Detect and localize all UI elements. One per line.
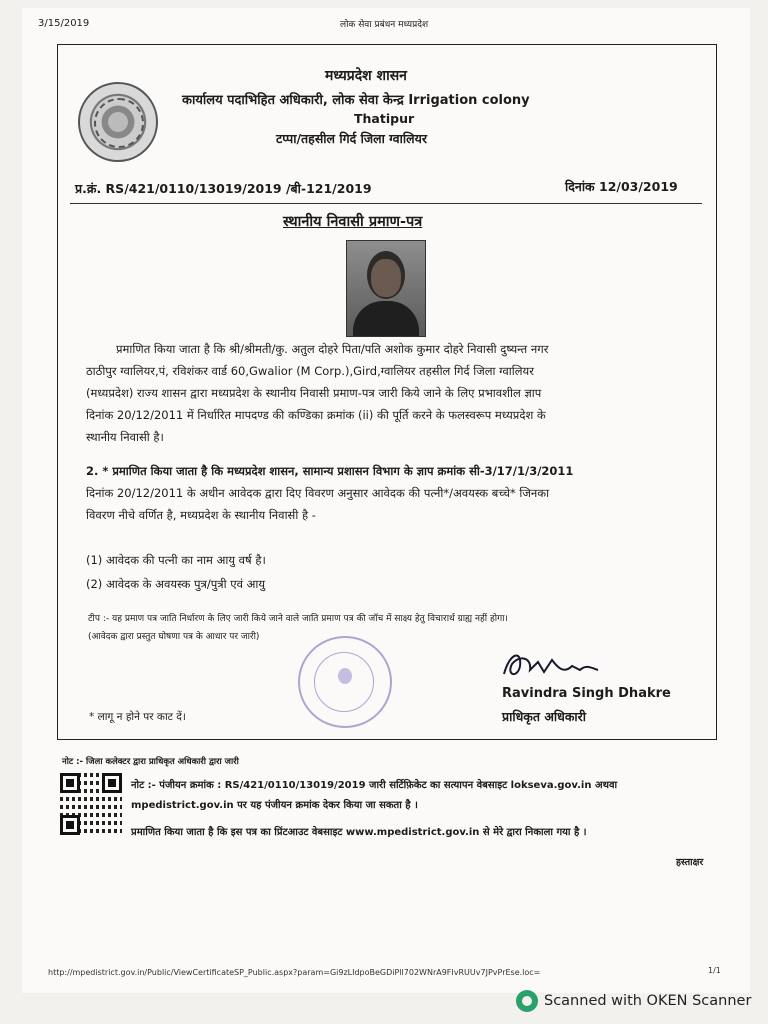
print-date: 3/15/2019	[38, 18, 90, 29]
scanner-label: Scanned with OKEN Scanner	[544, 993, 752, 1009]
signatory-name: Ravindra Singh Dhakre	[502, 686, 671, 701]
verification-note: नोट :- पंजीयन क्रमांक : RS/421/0110/13019/2019 जारी सर्टिफ़िकेट का सत्यापन वेबसाइट lokseva.gov.in अथवा mpedistrict.gov.in पर यह पंजीयन क्रमांक देकर किया जा सकता है ।	[131, 780, 618, 811]
strike-out-note: * लागू न होने पर काट दें।	[89, 711, 186, 723]
tehsil-district: टप्पा/तहसील गिर्द जिला ग्वालियर	[276, 131, 427, 146]
scanner-watermark	[516, 990, 751, 1012]
state-emblem-icon	[78, 82, 158, 162]
office-location: Thatipur	[354, 111, 415, 126]
list-item: (2) आवेदक के अवयस्क पुत्र/पुत्री एवं आयु	[86, 577, 266, 591]
scanner-logo-icon	[516, 990, 538, 1012]
certificate-note: टीप :- यह प्रमाण पत्र जाति निर्धारण के लिए जारी किये जाने वाले जाति प्रमाण पत्र की जॉच में साक्ष्य हेतु विचारार्थ ग्राह्य नहीं होगा। (आवेदक द्वारा प्रस्तुत घोषणा पत्र के आधार पर जारी)	[88, 614, 508, 642]
issue-date: दिनांक 12/03/2019	[565, 179, 678, 194]
print-header: लोक सेवा प्रबंधन मध्यप्रदेश	[340, 20, 429, 30]
certificate-title: स्थानीय निवासी प्रमाण-पत्र	[283, 214, 423, 230]
list-item: (1) आवेदक की पत्नी का नाम आयु वर्ष है।	[86, 553, 266, 567]
official-seal-icon	[298, 636, 392, 728]
applicant-photo	[346, 240, 426, 337]
reference-number: प्र.क्रं. RS/421/0110/13019/2019 /बी-121/2019	[75, 181, 372, 196]
printout-note: प्रमाणित किया जाता है कि इस पत्र का प्रिंटआउट वेबसाइट www.mpedistrict.gov.in से मेरे द्वारा निकाला गया है ।	[131, 827, 587, 838]
issued-by-note: नोट :- जिला कलेक्टर द्वारा प्राधिकृत अधिकारी द्वारा जारी	[62, 757, 239, 767]
page-url: http://mpedistrict.gov.in/Public/ViewCertificateSP_Public.aspx?param=Gi9zLIdpoBeGDiPll702WNrA9FIvRUUv7JPvPrEse.loc=	[48, 968, 541, 977]
signature-icon	[498, 648, 608, 682]
certification-paragraph-1: प्रमाणित किया जाता है कि श्री/श्रीमती/कु. अतुल दोहरे पिता/पति अशोक कुमार दोहरे निवासी दुष्यन्त नगर ठाठीपुर ग्वालियर,पं, रविशंकर वार्ड 60,Gwalior (M Corp.),Gird,ग्वालियर तहसील गिर्द जिला ग्वालियर (मध्यप्रदेश) राज्य शासन द्वारा मध्यप्रदेश के स्थानीय निवासी प्रमाण-पत्र जारी किये जाने के लिए प्रभावशील ज्ञाप दिनांक 20/12/2011 में निर्धारित मापदण्ड की कण्डिका क्रमांक (ii) की पूर्ति करने के फलस्वरूप मध्यप्रदेश के स्थानीय निवासी है।	[86, 342, 549, 444]
signatory-title: प्राधिकृत अधिकारी	[502, 709, 587, 724]
certification-paragraph-2: 2. * प्रमाणित किया जाता है कि मध्यप्रदेश शासन, सामान्य प्रशासन विभाग के ज्ञाप क्रमांक सी-3/17/1/3/2011 दिनांक 20/12/2011 के अधीन आवेदक द्वारा दिए विवरण अनुसार आवेदक की पत्नी*/अवयस्क बच्चे* जिनका विवरण नीचे वर्णित है, मध्यप्रदेश के स्थानीय निवासी है -	[86, 464, 574, 522]
header-divider	[70, 203, 702, 204]
dependents-list	[86, 548, 266, 596]
government-title: मध्यप्रदेश शासन	[325, 68, 407, 84]
page-number: 1/1	[708, 966, 721, 975]
office-name: कार्यालय पदाभिहित अधिकारी, लोक सेवा केन्द्र Irrigation colony	[182, 93, 530, 108]
signature-label: हस्ताक्षर	[676, 857, 704, 868]
qr-code-icon	[60, 773, 122, 835]
